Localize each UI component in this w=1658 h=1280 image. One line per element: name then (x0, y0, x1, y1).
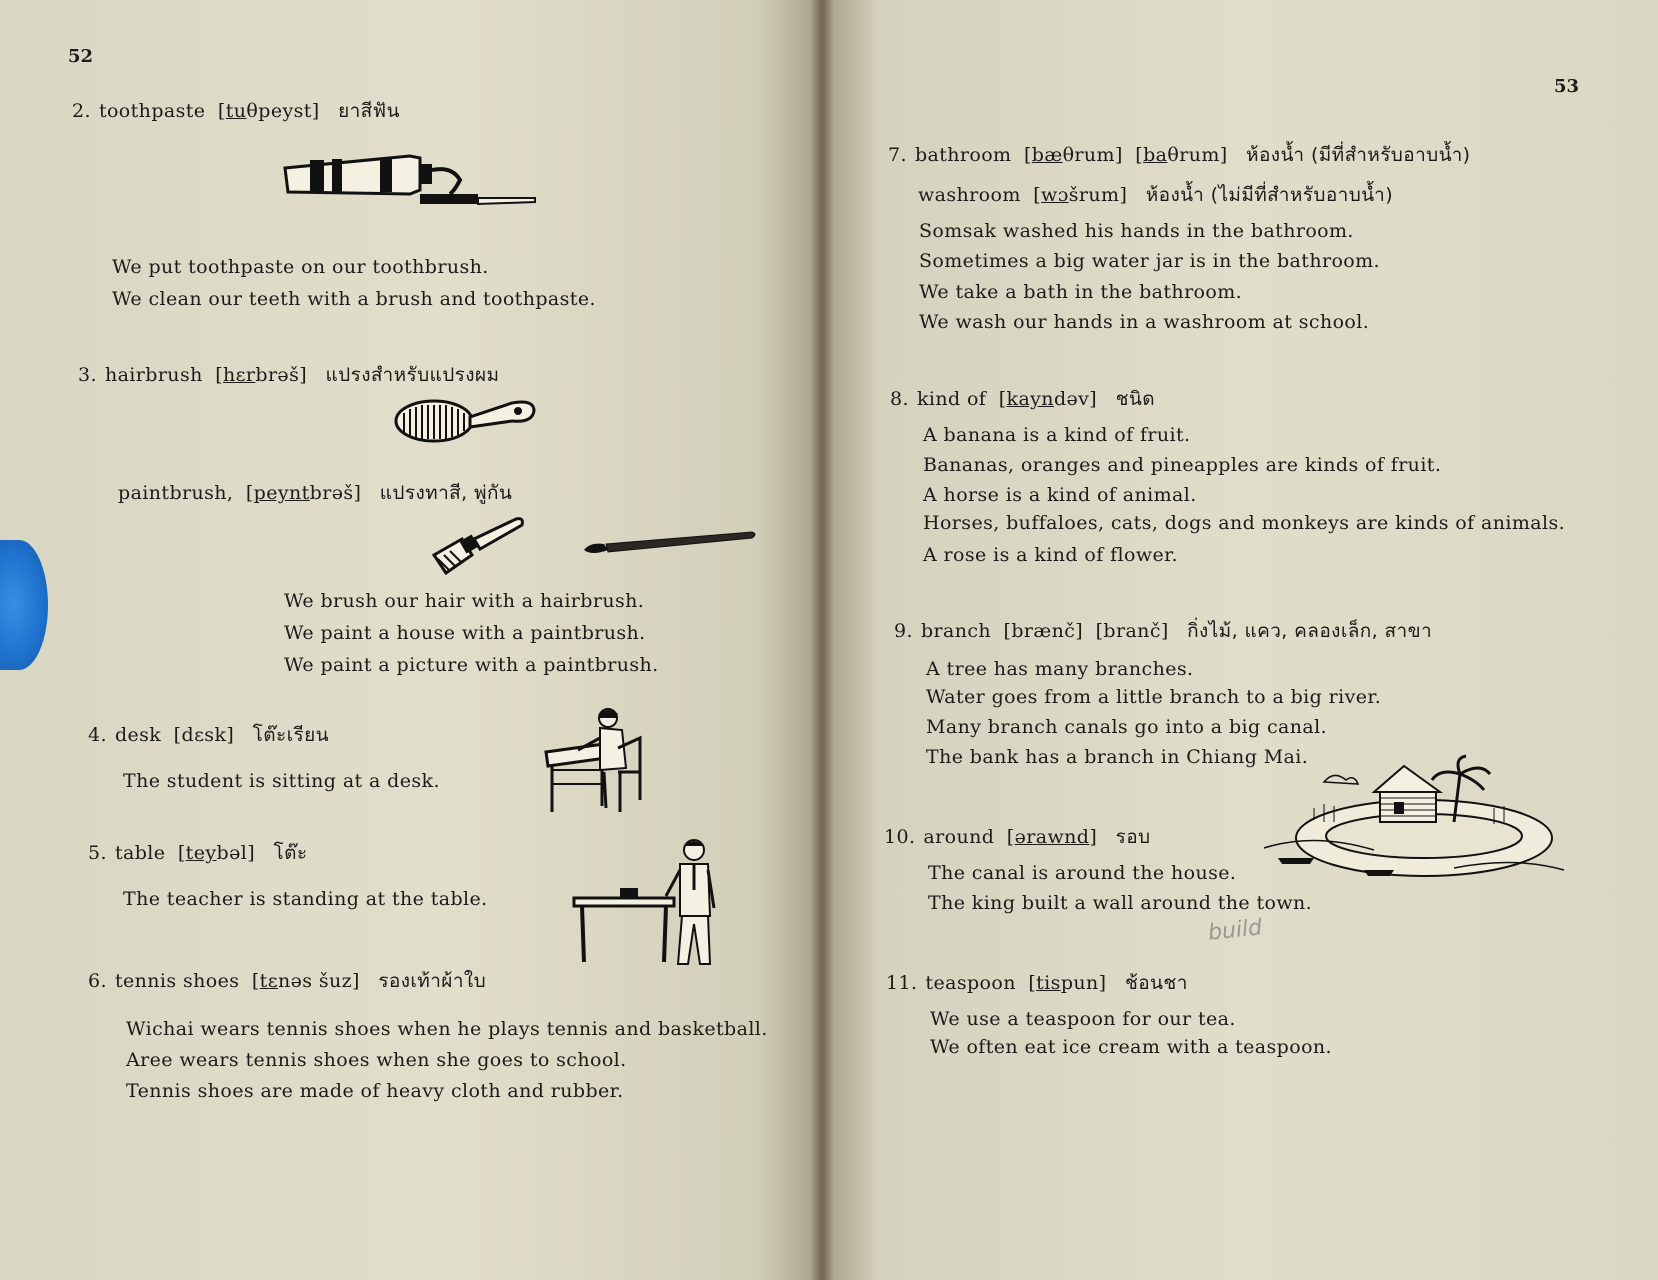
sentence: Water goes from a little branch to a big river. (926, 686, 1382, 708)
entry-heading-toothpaste: 2. toothpaste [tuθpeyst] ยาสีฟัน (72, 100, 400, 122)
sentence: We brush our hair with a hairbrush. (284, 590, 645, 612)
entry-heading-washroom: washroom [wɔšrum] ห้องน้ำ (ไม่มีที่สำหรับอาบน้ำ) (918, 184, 1394, 206)
sentence: We take a bath in the bathroom. (919, 281, 1243, 303)
entry-heading-branch: 9. branch [brænč] [branč] กิ่งไม้, แคว, คลองเล็ก, สาขา (894, 620, 1433, 642)
entry-heading-around: 10. around [ərawnd] รอบ (884, 826, 1151, 848)
sentence: A banana is a kind of fruit. (923, 424, 1191, 446)
artist-brush-illustration (582, 528, 757, 558)
entry-heading-desk: 4. desk [dɛsk] โต๊ะเรียน (88, 724, 330, 746)
sentence: A horse is a kind of animal. (923, 484, 1197, 506)
sentence: We clean our teeth with a brush and toothpaste. (112, 288, 596, 310)
entry-heading-table: 5. table [teybəl] โต๊ะ (88, 842, 308, 864)
sentence: The student is sitting at a desk. (123, 770, 440, 792)
right-page (822, 0, 1658, 1280)
page-number: 53 (1554, 76, 1580, 97)
sentence: A tree has many branches. (926, 658, 1194, 680)
entry-heading-teaspoon: 11. teaspoon [tispun] ช้อนชา (886, 972, 1188, 994)
sentence: Horses, buffaloes, cats, dogs and monkeys are kinds of animals. (923, 512, 1566, 534)
sentence: The teacher is standing at the table. (123, 888, 488, 910)
sentence: Wichai wears tennis shoes when he plays tennis and basketball. (126, 1018, 768, 1040)
sentence: We wash our hands in a washroom at school. (919, 311, 1370, 333)
blue-sponge-object (0, 540, 48, 670)
handwritten-note: build (1206, 915, 1264, 946)
sentence: Sometimes a big water jar is in the bathroom. (919, 250, 1380, 272)
sentence: Aree wears tennis shoes when she goes to school. (126, 1049, 627, 1071)
left-page (0, 0, 822, 1280)
sentence: We put toothpaste on our toothbrush. (112, 256, 489, 278)
sentence: The king built a wall around the town. (928, 892, 1313, 914)
sentence: Many branch canals go into a big canal. (926, 716, 1328, 738)
sentence: A rose is a kind of flower. (923, 544, 1178, 566)
sentence: Bananas, oranges and pineapples are kinds of fruit. (923, 454, 1442, 476)
book-gutter (810, 0, 834, 1280)
student-at-desk-illustration (544, 708, 644, 818)
teacher-at-table-illustration (572, 838, 722, 970)
page-number: 52 (68, 46, 94, 67)
sentence: Tennis shoes are made of heavy cloth and rubber. (126, 1080, 624, 1102)
entry-heading-bathroom: 7. bathroom [bæθrum] [baθrum] ห้องน้ำ (มีที่สำหรับอาบน้ำ) (888, 144, 1471, 166)
sentence: We use a teaspoon for our tea. (930, 1008, 1236, 1030)
paintbrush-illustration (428, 515, 528, 577)
entry-heading-hairbrush: 3. hairbrush [hɛrbrəš] แปรงสำหรับแปรงผม (78, 364, 500, 386)
sentence: The canal is around the house. (928, 862, 1237, 884)
house-island-illustration (1254, 752, 1574, 887)
entry-heading-tennis-shoes: 6. tennis shoes [tɛnəs šuz] รองเท้าผ้าใบ (88, 970, 487, 992)
sentence: We paint a house with a paintbrush. (284, 622, 646, 644)
sentence: The bank has a branch in Chiang Mai. (926, 746, 1309, 768)
toothpaste-illustration (280, 150, 540, 220)
sentence: Somsak washed his hands in the bathroom. (919, 220, 1354, 242)
sentence: We paint a picture with a paintbrush. (284, 654, 659, 676)
hairbrush-illustration (394, 395, 539, 445)
sentence: We often eat ice cream with a teaspoon. (930, 1036, 1332, 1058)
entry-heading-paintbrush: paintbrush, [peyntbrəš] แปรงทาสี, พู่กัน (118, 482, 513, 504)
entry-heading-kind-of: 8. kind of [kayndəv] ชนิด (890, 388, 1156, 410)
